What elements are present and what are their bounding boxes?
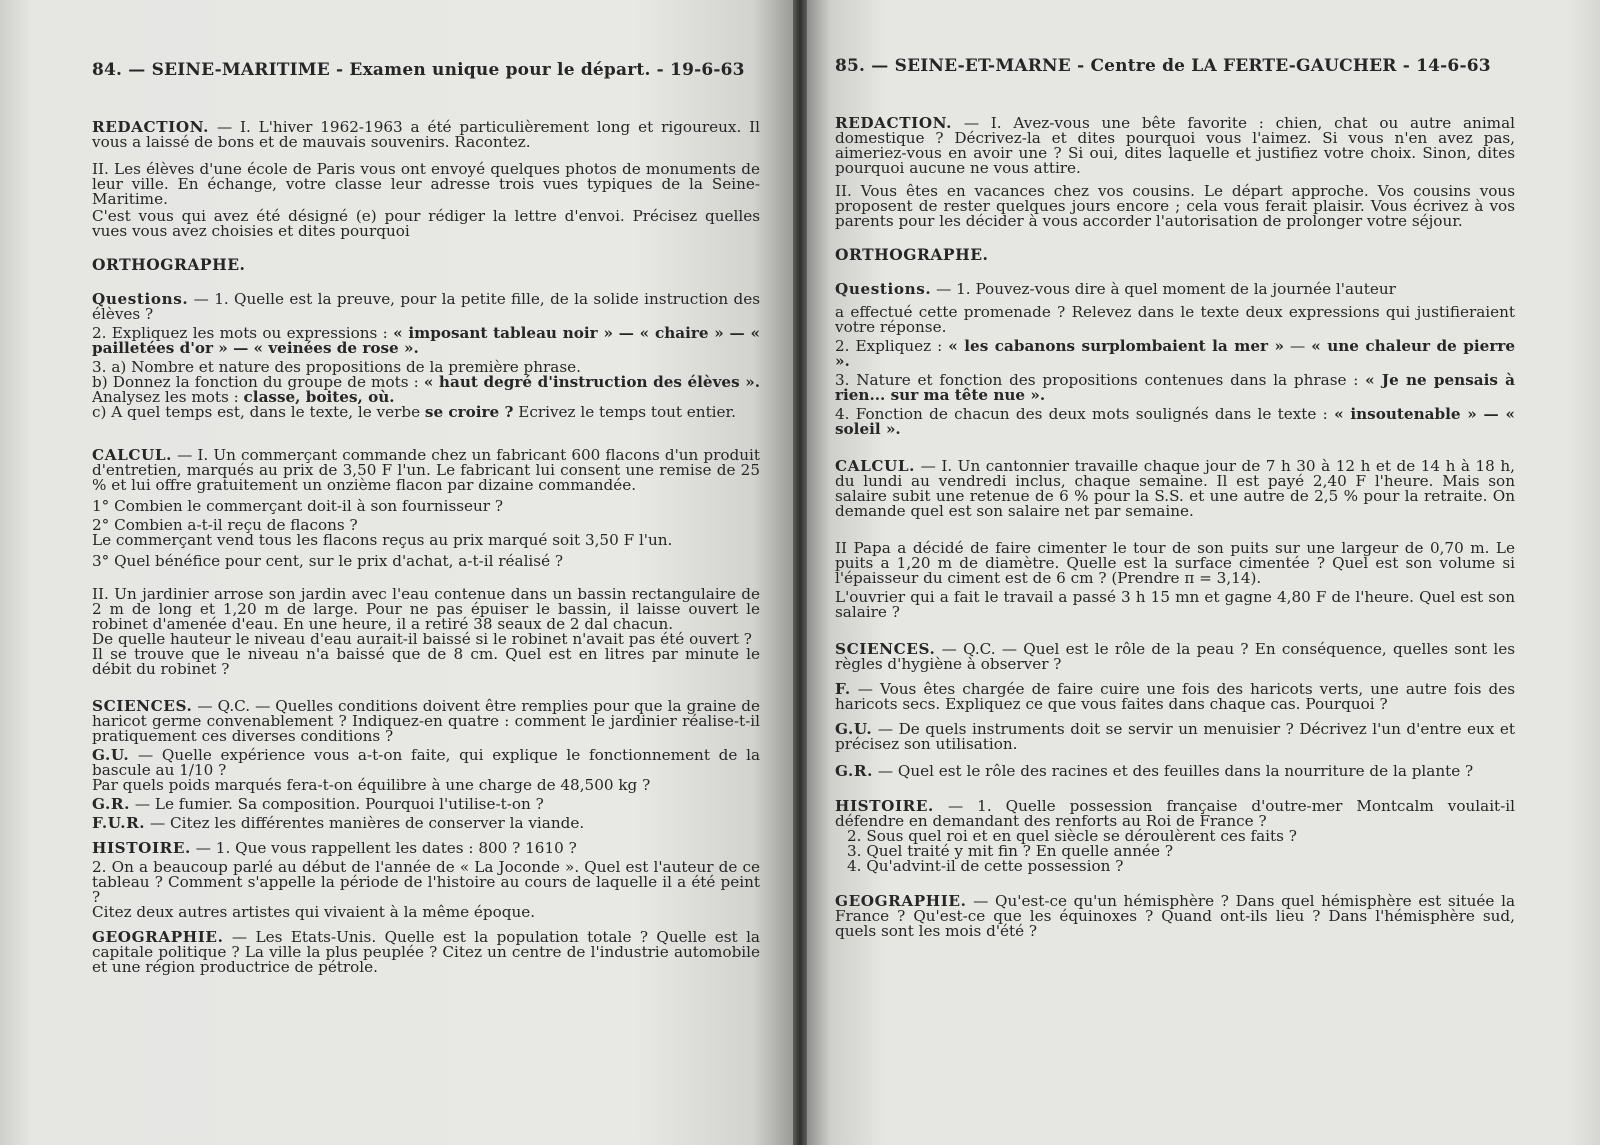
book-gutter [793,0,807,1145]
bold-text: « imposant tableau noir » — « chaire » — « pailletées d'or » — « veinées de rose ». [92,324,761,357]
right-redaction-p2: II. Vous êtes en vacances chez vos cousins. Le départ approche. Vos cousins vous proposent de rester quelques jours encore ; cela vous ferait plaisir. Vous écrivez à vos parents pour les décider à vous accorder l'autorisation de prolonger votre séjour. [835,182,1515,230]
right-geographie-p1 [835,894,1515,939]
bold-text: « Je ne pensais à rien... sur ma tête nue ». [835,371,1515,404]
right-histoire-p3: 3. Quel traité y mit fin ? En quelle année ? [847,842,1174,860]
bold-text: « insoutenable » — « soleil ». [835,405,1515,438]
right-sciences-gr [835,764,1515,779]
paragraph-text: — Les Etats-Unis. Quelle est la population totale ? Quelle est la capitale politique ? La ville la plus peuplée ? Citez un centre de l'industrie automobile et une région productrice de pétrole. [92,928,760,976]
paragraph-text: — Vous êtes chargée de faire cuire une fois des haricots verts, une autre fois des haricots secs. Expliquez ce que vous faites dans chaque cas. Pourquoi ? [835,680,1515,713]
left-calcul-p2: II. Un jardinier arrose son jardin avec l'eau contenue dans un bassin rectangulaire de 2 m de long et 1,20 m de large. Pour ne pas épuiser le bassin, il laisse ouvert le robinet d'amenée d'eau. En une heure, il a retiré 38 seaux de 2 dal chacun. [92,585,760,633]
left-histoire-p2: 2. On a beaucoup parlé au début de l'année de « La Joconde ». Quel est l'auteur de ce tableau ? Comment s'appelle la période de l'histoire au cours de laquelle il a été peint ? [92,858,760,906]
left-calcul-p1 [92,448,760,493]
paragraph-text: 3. Nature et fonction des propositions contenues dans la phrase : [835,371,1366,389]
left-calcul-q3: 3° Quel bénéfice pour cent, sur le prix d'achat, a-t-il réalisé ? [92,552,564,570]
right-histoire-p1 [835,799,1515,829]
right-histoire-p2: 2. Sous quel roi et en quel siècle se déroulèrent ces faits ? [847,827,1297,845]
paragraph-text: — 1. Quelle possession française d'outre-mer Montcalm voulait-il défendre en demandant des renforts au Roi de France ? [835,797,1515,830]
section-label: G.U. [92,746,130,764]
paragraph-text: 4. Fonction de chacun des deux mots soulignés dans le texte : [835,405,1335,423]
section-label: REDACTION. [92,118,210,136]
left-orth-q3c [92,405,760,420]
paragraph-text: — Citez les différentes manières de conserver la viande. [145,814,585,832]
left-calcul-q2b: Le commerçant vend tous les flacons reçus au prix marqué soit 3,50 F l'un. [92,531,673,549]
left-page [0,0,793,1145]
section-label: REDACTION. [835,114,953,132]
bold-text: « les cabanons surplombaient la mer » [948,337,1284,355]
left-sciences-gu [92,748,760,778]
section-label: G.R. [835,762,874,780]
left-sciences-gu2: Par quels poids marqués fera-t-on équilibre à une charge de 48,500 kg ? [92,776,651,794]
right-page [807,0,1600,1145]
paragraph-text: — I. Avez-vous une bête favorite : chien, chat ou autre animal domestique ? Décrivez-la et dites pourquoi vous l'aimez. Si vous n'en avez pas, aimeriez-vous en avoir une ? Si oui, dites laquelle et justifiez votre choix. Sinon, dites pourquoi aucune ne vous attire. [835,114,1515,177]
right-orth-q2 [835,339,1515,369]
paragraph-text: — Quel est le rôle des racines et des feuilles dans la nourriture de la plante ? [873,762,1474,780]
paragraph-text: — I. L'hiver 1962-1963 a été particulièrement long et rigoureux. Il vous a laissé de bons et de mauvais souvenirs. Racontez. [92,118,760,151]
left-page-header: 84. — SEINE-MARITIME - Examen unique pour le départ. - 19-6-63 [92,60,745,80]
section-label: G.U. [835,720,873,738]
left-redaction-p3: C'est vous qui avez été désigné (e) pour rédiger la lettre d'envoi. Précisez quelles vues vous avez choisies et dites pourquoi [92,207,760,240]
left-orth-q3a: 3. a) Nombre et nature des propositions de la première phrase. [92,358,581,376]
left-sciences-gr [92,797,760,812]
section-label: HISTOIRE. [92,839,191,857]
paragraph-text: — Quelle expérience vous a-t-on faite, qui explique le fonctionnement de la bascule au 1/10 ? [92,746,760,779]
paragraph-text: — Q.C. — Quelles conditions doivent être remplies pour que la graine de haricot germe convenablement ? Indiquez-en quatre : comment le jardinier réalise-t-il pratiquement ces diverses conditions ? [92,697,760,745]
bold-text: classe, boites, où. [243,388,395,406]
paragraph-text: 2. Expliquez : [835,337,949,355]
paragraph-text: c) A quel temps est, dans le texte, le verbe [92,403,425,421]
paragraph-text: — Qu'est-ce qu'un hémisphère ? Dans quel hémisphère est située la France ? Qu'est-ce que les équinoxes ? Quand ont-ils lieu ? Dans l'hémisphère sud, quels sont les mois d'été ? [835,892,1515,940]
section-label: F. [835,680,851,698]
left-orth-q1 [92,292,760,322]
left-calcul-q2: 2° Combien a-t-il reçu de flacons ? [92,516,358,534]
left-calcul-p4: Il se trouve que le niveau n'a baissé que de 8 cm. Quel est en litres par minute le débit du robinet ? [92,645,760,678]
bold-text: « une chaleur de pierre ». [835,337,1516,370]
paragraph-text: — De quels instruments doit se servir un menuisier ? Décrivez l'un d'entre eux et précisez son utilisation. [835,720,1515,753]
right-page-header: 85. — SEINE-ET-MARNE - Centre de LA FERTE-GAUCHER - 14-6-63 [835,56,1491,76]
paragraph-text: — 1. Quelle est la preuve, pour la petite fille, de la solide instruction des élèves ? [92,290,760,323]
paragraph-text: Analysez les mots : [92,388,244,406]
section-label: F.U.R. [92,814,146,832]
section-label: SCIENCES. [835,640,936,658]
paragraph-text: — [1283,337,1312,355]
bold-text: « haut degré d'instruction des élèves ». [423,373,760,391]
paragraph-text: — 1. Que vous rappellent les dates : 800 ? 1610 ? [190,839,577,857]
left-orthographe-heading: ORTHOGRAPHE. [92,255,246,274]
paragraph-text: 2. Expliquez les mots ou expressions : [92,324,394,342]
right-orth-q4 [835,407,1515,437]
left-sciences-p1 [92,699,760,744]
left-histoire-p1 [92,841,760,856]
left-histoire-p3: Citez deux autres artistes qui vivaient à la même époque. [92,903,536,921]
section-label: G.R. [92,795,131,813]
bold-text: se croire ? [424,403,514,421]
questions-label: Questions. [92,290,189,308]
questions-label: Questions. [835,280,932,298]
right-orth-q3 [835,373,1515,403]
right-histoire-p4: 4. Qu'advint-il de cette possession ? [847,857,1124,875]
section-label: CALCUL. [92,446,173,464]
section-label: CALCUL. [835,457,916,475]
section-label: GEOGRAPHIE. [835,892,967,910]
paragraph-text: Ecrivez le temps tout entier. [513,403,736,421]
left-orth-q3b [92,375,760,405]
right-calcul-p1 [835,459,1515,519]
section-label: HISTOIRE. [835,797,934,815]
paragraph-text: — Le fumier. Sa composition. Pourquoi l'utilise-t-on ? [130,795,544,813]
section-label: GEOGRAPHIE. [92,928,224,946]
right-orth-q1b: a effectué cette promenade ? Relevez dans le texte deux expressions qui justifieraient votre réponse. [835,303,1515,336]
section-label: SCIENCES. [92,697,193,715]
paragraph-text: — Q.C. — Quel est le rôle de la peau ? En conséquence, quelles sont les règles d'hygiène à observer ? [835,640,1515,673]
left-redaction-p2: II. Les élèves d'une école de Paris vous ont envoyé quelques photos de monuments de leur ville. En échange, votre classe leur adresse trois vues typiques de la Seine-Maritime. [92,160,760,208]
right-page-content [835,56,1515,951]
paragraph-text: — I. Un commerçant commande chez un fabricant 600 flacons d'un produit d'entretien, marqués au prix de 3,50 F l'un. Le fabricant lui consent une remise de 25 % et lui offre gratuitement un onzième flacon par dizaine commandée. [92,446,760,494]
left-page-content [92,60,760,987]
left-geographie-p1 [92,930,760,975]
left-calcul-p3: De quelle hauteur le niveau d'eau aurait-il baissé si le robinet n'avait pas été ouvert ? [92,630,752,648]
paragraph-text: b) Donnez la fonction du groupe de mots : [92,373,424,391]
paragraph-text: — 1. Pouvez-vous dire à quel moment de la journée l'auteur [931,280,1396,298]
right-redaction-p1 [835,116,1515,176]
left-orth-q2 [92,326,760,356]
left-calcul-q1: 1° Combien le commerçant doit-il à son fournisseur ? [92,497,504,515]
left-redaction-p1 [92,120,760,150]
paragraph-text: — I. Un cantonnier travaille chaque jour de 7 h 30 à 12 h et de 14 h à 18 h, du lundi au vendredi inclus, chaque semaine. Il est payé 2,40 F l'heure. Mais son salaire subit une retenue de 6 % pour la S.S. et une autre de 2,5 % pour la retraite. On demande quel est son salaire net par semaine. [835,457,1515,520]
left-sciences-fur [92,816,760,831]
right-sciences-gu [835,722,1515,752]
right-calcul-p3: L'ouvrier qui a fait le travail a passé 3 h 15 mn et gagne 4,80 F de l'heure. Quel est son salaire ? [835,588,1515,621]
right-orthographe-heading: ORTHOGRAPHE. [835,245,989,264]
right-sciences-f [835,682,1515,712]
right-calcul-p2: II Papa a décidé de faire cimenter le tour de son puits sur une largeur de 0,70 m. Le puits a 1,20 m de diamètre. Quelle est la surface cimentée ? Quel est son volume si l'épaisseur du ciment est de 6 cm ? (Prendre π = 3,14). [835,539,1515,587]
right-orth-q1 [835,282,1515,297]
right-sciences-p1 [835,642,1515,672]
